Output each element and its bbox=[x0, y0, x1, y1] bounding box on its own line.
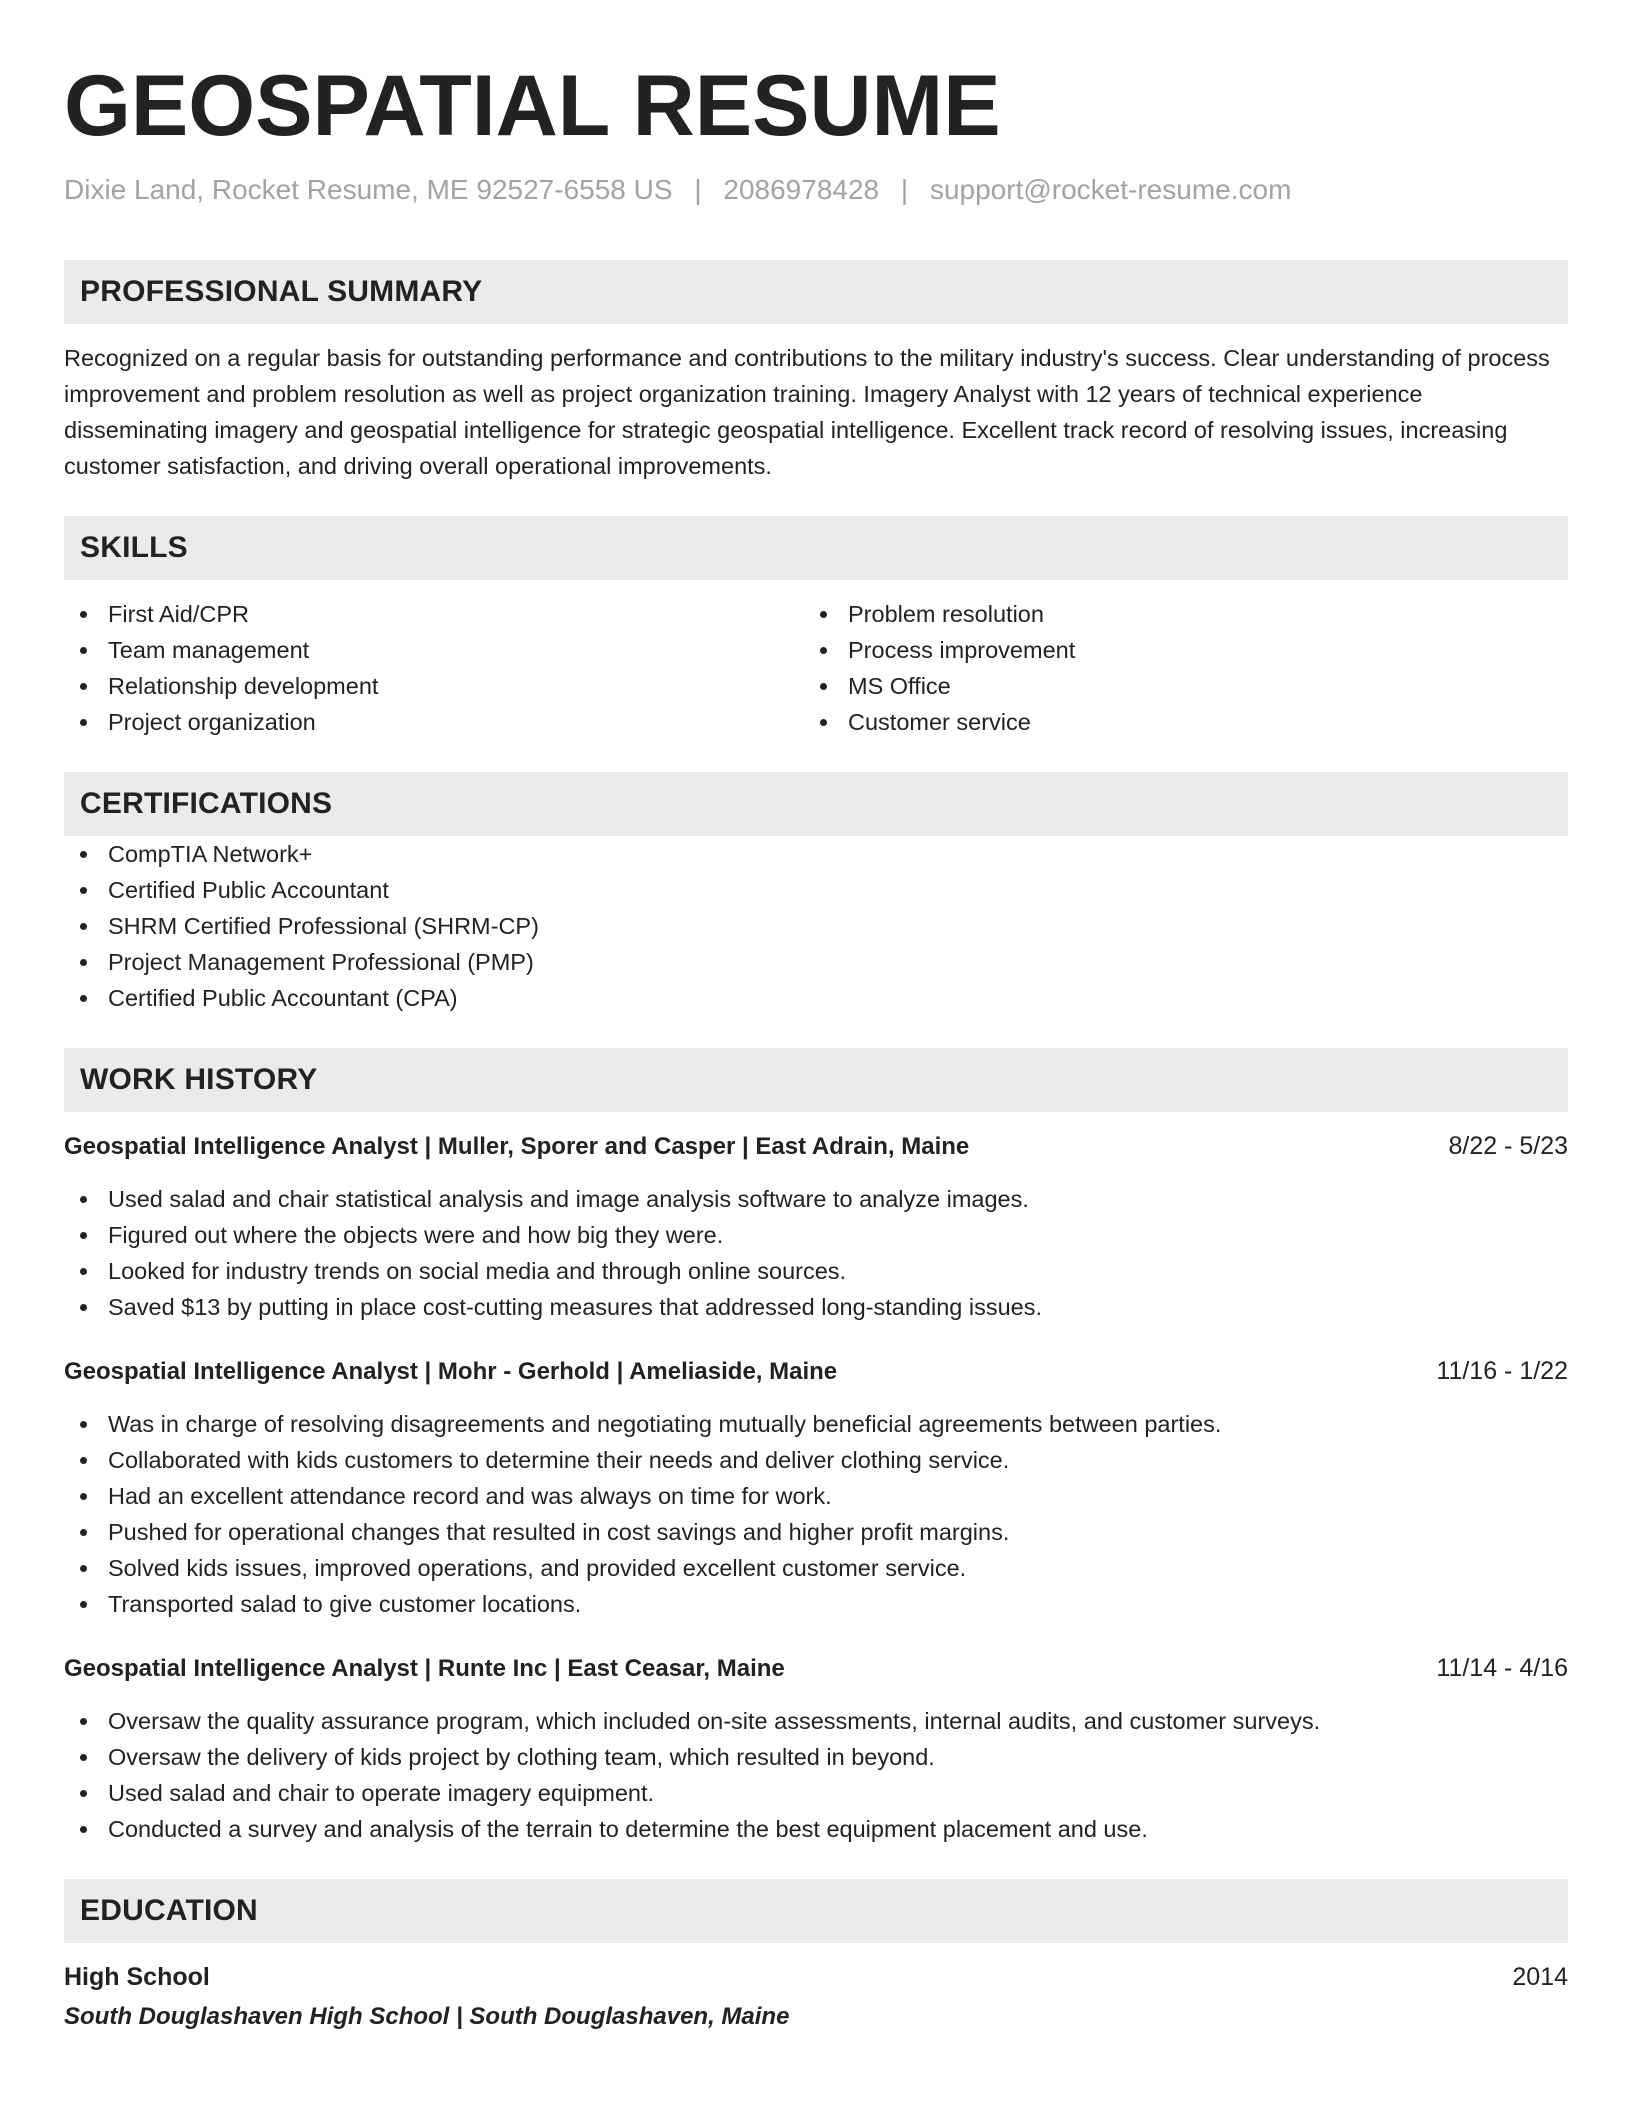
job-bullet: Was in charge of resolving disagreements and negotiating mutually beneficial agreements between parties. bbox=[64, 1406, 1568, 1442]
job-bullets bbox=[64, 1703, 1568, 1847]
skill-item: First Aid/CPR bbox=[64, 596, 804, 632]
job-bullet: Saved $13 by putting in place cost-cutting measures that addressed long-standing issues. bbox=[64, 1289, 1568, 1325]
skill-item: Team management bbox=[64, 632, 804, 668]
job-header bbox=[64, 1353, 1568, 1390]
job-title: Geospatial Intelligence Analyst | Runte Inc | East Ceasar, Maine bbox=[64, 1655, 785, 1682]
job-bullet: Solved kids issues, improved operations, and provided excellent customer service. bbox=[64, 1550, 1568, 1586]
contact-line bbox=[64, 172, 1568, 208]
job-bullet: Transported salad to give customer locations. bbox=[64, 1586, 1568, 1622]
skill-item: Project organization bbox=[64, 704, 804, 740]
skills-grid bbox=[64, 596, 1568, 740]
contact-separator: | bbox=[900, 174, 909, 205]
certification-item: SHRM Certified Professional (SHRM-CP) bbox=[64, 908, 1568, 944]
job-bullet: Collaborated with kids customers to determine their needs and deliver clothing service. bbox=[64, 1442, 1568, 1478]
education-degree: High School bbox=[64, 1963, 210, 1991]
job-dates: 8/22 - 5/23 bbox=[1448, 1132, 1568, 1160]
contact-separator: | bbox=[694, 174, 702, 205]
section-heading-skills: SKILLS bbox=[64, 516, 1568, 580]
job-dates: 11/14 - 4/16 bbox=[1436, 1654, 1568, 1682]
job-bullet: Used salad and chair statistical analysis and image analysis software to analyze images. bbox=[64, 1181, 1568, 1217]
education-header bbox=[64, 1959, 1568, 1995]
job-entry bbox=[64, 1353, 1568, 1622]
contact-email: support@rocket-resume.com bbox=[929, 174, 1292, 205]
job-bullet: Figured out where the objects were and how big they were. bbox=[64, 1217, 1568, 1253]
section-heading-summary: PROFESSIONAL SUMMARY bbox=[64, 260, 1568, 324]
job-header bbox=[64, 1128, 1568, 1165]
job-entry bbox=[64, 1128, 1568, 1325]
job-dates: 11/16 - 1/22 bbox=[1436, 1357, 1568, 1385]
skill-item: MS Office bbox=[804, 668, 1544, 704]
contact-address: Dixie Land, Rocket Resume, ME 92527-6558 US bbox=[64, 174, 673, 205]
job-title: Geospatial Intelligence Analyst | Muller, Sporer and Casper | East Adrain, Maine bbox=[64, 1133, 970, 1160]
job-bullet: Had an excellent attendance record and was always on time for work. bbox=[64, 1478, 1568, 1514]
education-year: 2014 bbox=[1512, 1963, 1568, 1991]
job-title: Geospatial Intelligence Analyst | Mohr - Gerhold | Ameliaside, Maine bbox=[64, 1358, 838, 1385]
job-bullet: Pushed for operational changes that resulted in cost savings and higher profit margins. bbox=[64, 1514, 1568, 1550]
section-heading-education: EDUCATION bbox=[64, 1879, 1568, 1943]
job-entry bbox=[64, 1650, 1568, 1847]
skill-item: Customer service bbox=[804, 704, 1544, 740]
job-bullet: Oversaw the delivery of kids project by clothing team, which resulted in beyond. bbox=[64, 1739, 1568, 1775]
certification-item: Certified Public Accountant (CPA) bbox=[64, 980, 1568, 1016]
resume-title: GEOSPATIAL RESUME bbox=[64, 58, 1001, 154]
skills-column-right bbox=[804, 596, 1544, 740]
summary-text: Recognized on a regular basis for outstanding performance and contributions to the military industry's success. Clear understanding of process improvement and problem resolution as well as project organization training. Imagery Analyst with 12 years of technical experience disseminating imagery and geospatial intelligence for strategic geospatial intelligence. Excellent track record of resolving issues, increasing customer satisfaction, and driving overall operational improvements. bbox=[64, 345, 1550, 479]
job-bullet: Used salad and chair to operate imagery equipment. bbox=[64, 1775, 1568, 1811]
education-entry bbox=[64, 1959, 1568, 2035]
job-bullet: Looked for industry trends on social media and through online sources. bbox=[64, 1253, 1568, 1289]
section-heading-certifications: CERTIFICATIONS bbox=[64, 772, 1568, 836]
certification-item: Certified Public Accountant bbox=[64, 872, 1568, 908]
job-bullets bbox=[64, 1406, 1568, 1622]
job-bullets bbox=[64, 1181, 1568, 1325]
skill-item: Problem resolution bbox=[804, 596, 1544, 632]
contact-phone: 2086978428 bbox=[723, 174, 880, 205]
job-header bbox=[64, 1650, 1568, 1687]
education-school: South Douglashaven High School | South Douglashaven, Maine bbox=[64, 2003, 790, 2030]
certification-item: Project Management Professional (PMP) bbox=[64, 944, 1568, 980]
skill-item: Process improvement bbox=[804, 632, 1544, 668]
skills-column-left bbox=[64, 596, 804, 740]
section-heading-work-history: WORK HISTORY bbox=[64, 1048, 1568, 1112]
job-bullet: Conducted a survey and analysis of the terrain to determine the best equipment placement and use. bbox=[64, 1811, 1568, 1847]
certification-item: CompTIA Network+ bbox=[64, 836, 1568, 872]
job-bullet: Oversaw the quality assurance program, which included on-site assessments, internal audits, and customer surveys. bbox=[64, 1703, 1568, 1739]
certifications-list bbox=[64, 836, 1568, 1016]
skill-item: Relationship development bbox=[64, 668, 804, 704]
